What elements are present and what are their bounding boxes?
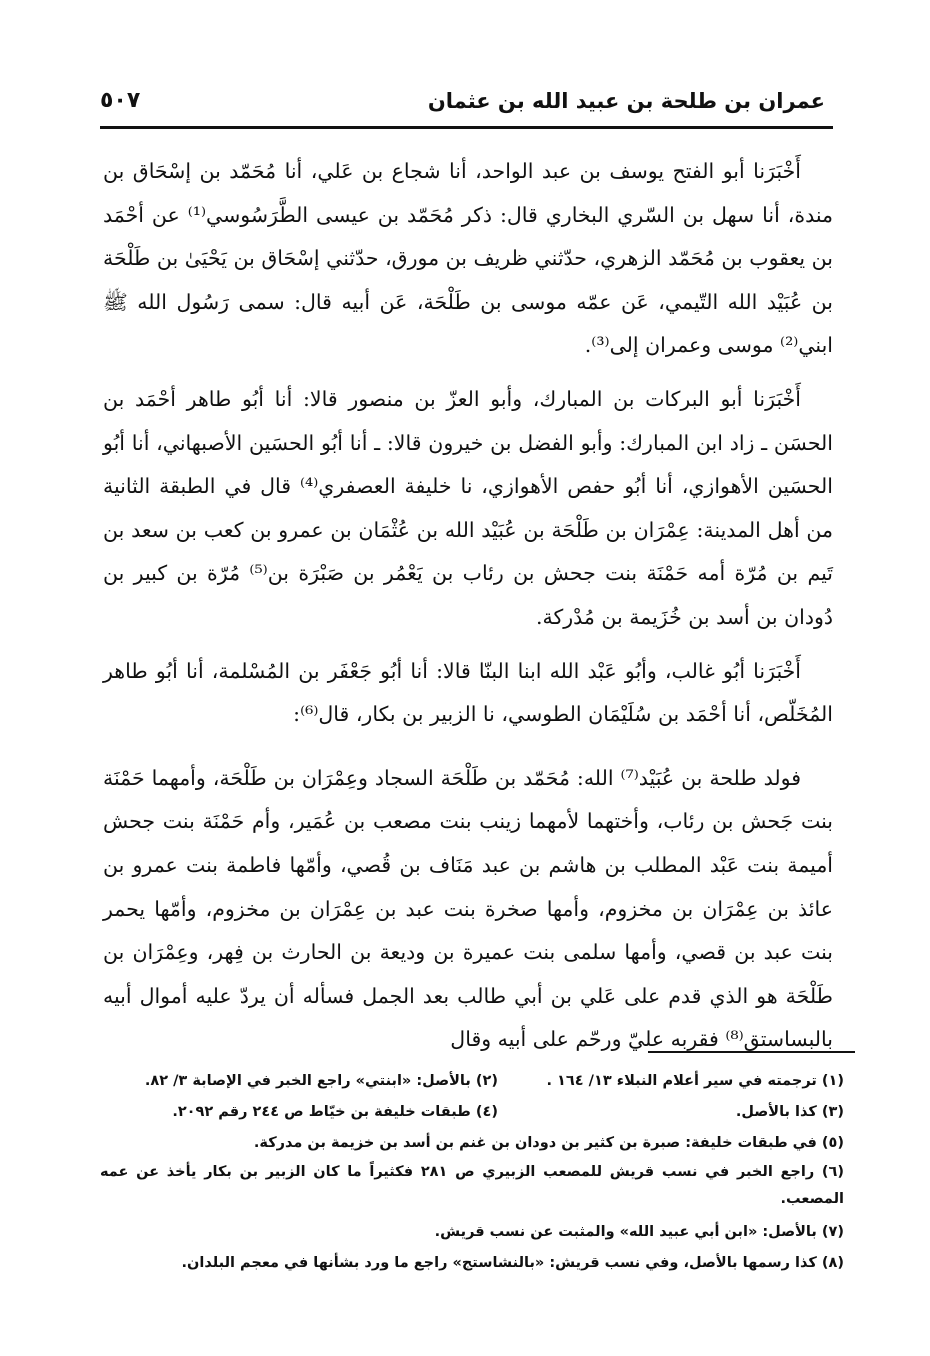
header-divider: [100, 126, 833, 129]
footnote-3: (٣) كذا بالأصل.: [735, 1104, 844, 1120]
paragraph-4: فولد طلحة بن عُبَيْد⁽⁷⁾ الله: مُحَمّد بن طَلْحَة السجاد وعِمْرَان بن طَلْحَة، وأمهما حَمْنَة بنت جَحش بن رئاب، وأختهما لأمهما زينب بنت مصعب بن عُمَير، وأم حَمْنَة بنت جحش أميمة بنت عَبْد المطلب بن هاشم بن عبد مَنَاف بن قُصي، وأمّها فاطمة بنت عمرو بن عائذ بن عِمْرَان بن مخزوم، وأمها صخرة بنت عبد بن عِمْرَان بن مخزوم، وأمّها يحمر بنت عبد بن قصي، وأمها سلمى بنت عميرة بن وديعة بن الحارث بن فِهر، وعِمْرَان بن طَلْحَة هو الذي قدم على عَلي بن أبي طالب بعد الجمل فسأله أن يردّ عليه أموال أبيه بالبساستق⁽⁸⁾ فقربه عليّ ورحّم على أبيه وقال: [103, 765, 833, 1052]
paragraph-2: أَخْبَرَنا أبو البركات بن المبارك، وأبو العزّ بن منصور قالا: أنا أبُو طاهر أحْمَد بن الحسَن ـ زاد ابن المبارك: وأبو الفضل بن خيرون قالا: ـ أنا أبُو الحسَين الأصبهاني، أنا أبُو الحسَين الأهوازي، أنا أبُو حفص الأهوازي، نا خليفة العصفري⁽⁴⁾ قال في الطبقة الثانية من أهل المدينة: عِمْرَان بن طَلْحَة بن عُبَيْد الله بن عُثْمَان بن عمرو بن كعب بن سعد بن تَيم بن مُرّة أمه حَمْنَة بنت جحش بن رئاب بن يَعْمُر بن صَبْرَة بن⁽⁵⁾ مُرّة بن كبير بن دُودان بن أسد بن خُزَيمة بن مُدْركة.: [103, 386, 833, 629]
footnote-divider: [648, 1051, 855, 1053]
page-number: ٥٠٧: [100, 88, 141, 113]
paragraph-3: أَخْبَرَنا أبُو غالب، وأبُو عَبْد الله ابنا البنّا قالا: أنا أبُو جَعْفَر بن المُسْلمة، أنا أبُو طاهر المُخَلّص، أنا أحْمَد بن سُلَيْمَان الطوسي، نا الزبير بن بكار، قال⁽⁶⁾:: [103, 658, 833, 727]
footnote-4: (٤) طبقات خليفة بن خيّاط ص ٢٤٤ رقم ٢٠٩٢.: [172, 1104, 498, 1120]
footnotes: [100, 1066, 844, 1279]
footnote-6: (٦) راجع الخبر في نسب قريش للمصعب الزبيري ص ٢٨١ فكثيراً ما كان الزبير بن بكار يأخذ عن عمه المصعب.: [100, 1164, 844, 1207]
running-header-title: عمران بن طلحة بن عبيد الله بن عثمان: [427, 89, 825, 113]
footnote-1: (١) ترجمته في سير أعلام النبلاء ١٣/ ١٦٤ .: [546, 1073, 844, 1089]
main-text: [103, 150, 833, 1063]
footnote-row: [100, 1097, 844, 1128]
footnote-8: (٨) كذا رسمها بالأصل، وفي نسب قريش: «بالنشاستج» راجع ما ورد بشأنها في معجم البلدان.: [181, 1255, 844, 1271]
paragraph-1: أَخْبَرَنا أبو الفتح يوسف بن عبد الواحد، أنا شجاع بن عَلي، أنا مُحَمّد بن إسْحَاق بن مندة، أنا سهل بن السّري البخاري قال: ذكر مُحَمّد بن عيسى الطَّرَسُوسي⁽¹⁾ عن أحْمَد بن يعقوب بن مُحَمّد الزهري، حدّثني ظريف بن مورق، حدّثني إسْحَاق بن يَحْيَىٰ بن طَلْحَة بن عُبَيْد الله التّيمي، عَن عمّه موسى بن طَلْحَة، عَن أبيه قال: سمى رَسُول الله ﷺ ابني⁽²⁾ موسى وعمران إلى⁽³⁾.: [103, 159, 833, 358]
footnote-5: (٥) في طبقات خليفة: صبرة بن كثير بن دودان بن غنم بن أسد بن خزيمة بن مدركة.: [253, 1135, 844, 1151]
footnote-row: [100, 1066, 844, 1097]
footnote-2: (٢) بالأصل: «ابنتي» راجع الخبر في الإصابة ٣/ ٨٢.: [144, 1073, 498, 1089]
footnote-7: (٧) بالأصل: «ابن أبي عبيد الله» والمثبت عن نسب قريش.: [434, 1224, 844, 1240]
